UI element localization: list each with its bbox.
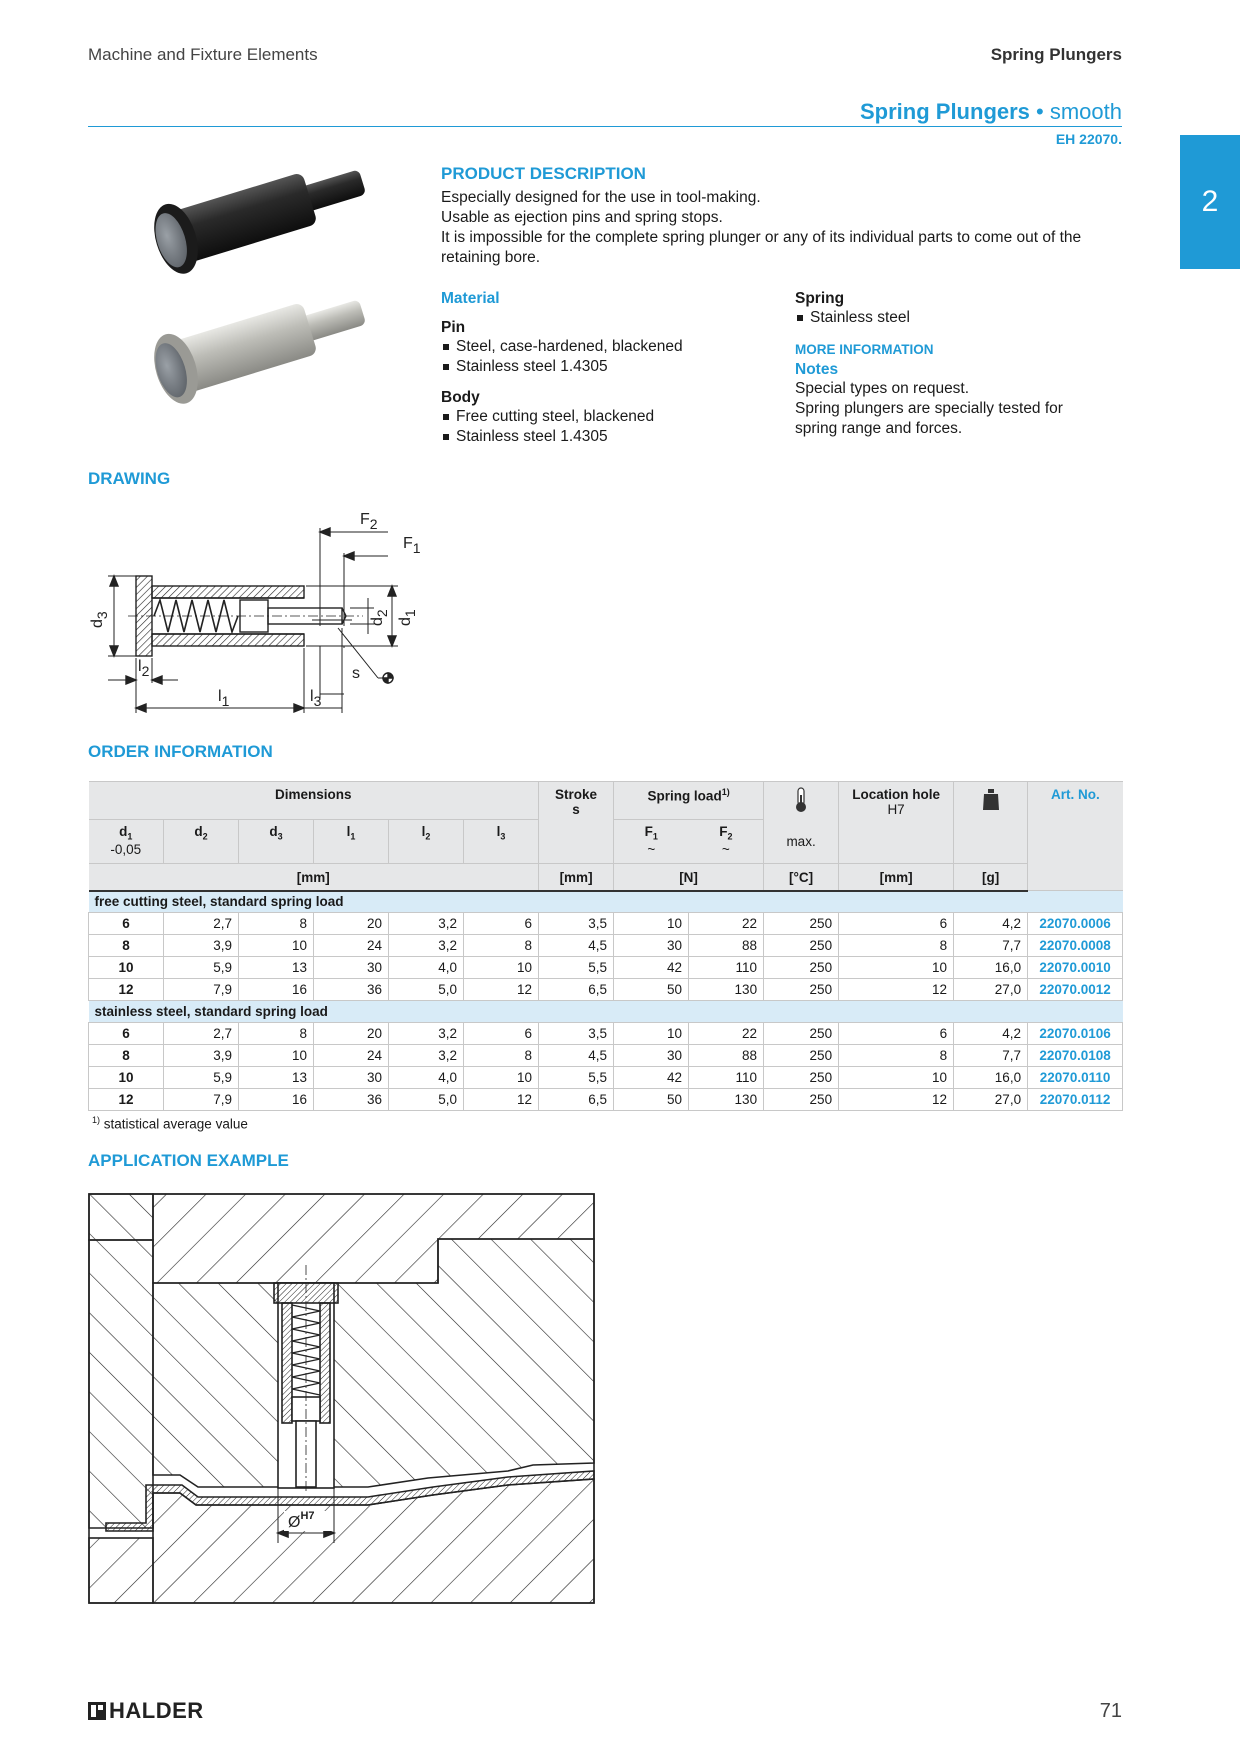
material-heading: Material: [441, 290, 500, 307]
pin-item: Steel, case-hardened, blackened: [441, 337, 771, 357]
table-cell: 10: [614, 1023, 689, 1045]
table-cell: 2,7: [164, 913, 239, 935]
l3-header: $l_3$: [464, 820, 539, 864]
weight-header: [954, 782, 1028, 864]
table-cell: 88: [689, 1045, 764, 1067]
pin-item: Stainless steel 1.4305: [441, 357, 771, 377]
table-cell: 50: [614, 1089, 689, 1111]
footnote: $^{1)}$ statistical average value: [92, 1115, 248, 1132]
table-cell: 30: [314, 957, 389, 979]
article-number[interactable]: 22070.0110: [1028, 1067, 1123, 1089]
table-cell: 4,0: [389, 1067, 464, 1089]
silver-plunger-image: [146, 277, 373, 409]
unit-mm: [mm]: [539, 864, 614, 891]
table-cell: 20: [314, 1023, 389, 1045]
table-cell: 6,5: [539, 1089, 614, 1111]
spring-label: Spring: [795, 290, 845, 307]
table-row: [89, 1023, 1123, 1045]
weight-icon: [982, 787, 1000, 811]
table-cell: 6: [89, 1023, 164, 1045]
F1-header: $F_1$ ~: [614, 820, 689, 864]
product-code: EH 22070.: [1055, 131, 1122, 147]
table-row: [89, 1045, 1123, 1067]
d3-header: $d_3$: [239, 820, 314, 864]
group-label: free cutting steel, standard spring load: [89, 891, 1123, 913]
table-cell: 250: [764, 935, 839, 957]
article-number[interactable]: 22070.0108: [1028, 1045, 1123, 1067]
unit-g: [g]: [954, 864, 1028, 891]
halder-logo: [88, 1698, 204, 1724]
table-cell: 10: [239, 935, 314, 957]
table-cell: 16: [239, 1089, 314, 1111]
table-cell: 250: [764, 913, 839, 935]
table-cell: 5,5: [539, 1067, 614, 1089]
table-cell: 7,7: [954, 1045, 1028, 1067]
header-left-title: Machine and Fixture Elements: [88, 45, 318, 64]
table-cell: 250: [764, 1045, 839, 1067]
table-row: [89, 1067, 1123, 1089]
label-d2: d2: [369, 609, 390, 626]
table-cell: 16,0: [954, 957, 1028, 979]
l2-header: $l_2$: [389, 820, 464, 864]
table-cell: 3,5: [539, 1023, 614, 1045]
bore-diameter-label: $Ø^{H7}$: [288, 1510, 315, 1531]
table-cell: 8: [239, 1023, 314, 1045]
label-d1: d1: [397, 609, 418, 626]
article-number[interactable]: 22070.0106: [1028, 1023, 1123, 1045]
d2-header: $d_2$: [164, 820, 239, 864]
table-cell: 110: [689, 1067, 764, 1089]
table-cell: 10: [464, 957, 539, 979]
table-cell: 10: [464, 1067, 539, 1089]
article-number[interactable]: 22070.0006: [1028, 913, 1123, 935]
unit-c: [°C]: [764, 864, 839, 891]
table-cell: 24: [314, 935, 389, 957]
table-cell: 12: [89, 979, 164, 1001]
title-rule: [88, 126, 1122, 127]
group-label: stainless steel, standard spring load: [89, 1001, 1123, 1023]
table-cell: 8: [239, 913, 314, 935]
application-example-heading: APPLICATION EXAMPLE: [88, 1151, 289, 1170]
table-cell: 8: [839, 1045, 954, 1067]
l1-header: $l_1$: [314, 820, 389, 864]
label-F1: F1: [403, 535, 421, 556]
table-cell: 12: [464, 979, 539, 1001]
table-cell: 4,5: [539, 1045, 614, 1067]
application-example-drawing: [88, 1193, 596, 1605]
table-cell: 10: [839, 1067, 954, 1089]
table-cell: 12: [89, 1089, 164, 1111]
table-cell: 3,2: [389, 1045, 464, 1067]
body-label: Body: [441, 389, 480, 406]
spring-item: Stainless steel: [795, 308, 1135, 328]
table-cell: 250: [764, 1089, 839, 1111]
table-cell: 10: [89, 1067, 164, 1089]
group-row: [89, 891, 1123, 913]
dimensions-header: Dimensions: [89, 782, 539, 820]
table-cell: 250: [764, 957, 839, 979]
table-cell: 130: [689, 979, 764, 1001]
body-item: Free cutting steel, blackened: [441, 407, 771, 427]
table-row: [89, 979, 1123, 1001]
notes-label: Notes: [795, 361, 839, 378]
table-cell: 12: [839, 1089, 954, 1111]
black-plunger-image: [146, 155, 373, 279]
location-hole-header: Location hole H7: [839, 782, 954, 864]
product-photo: [125, 155, 415, 445]
table-cell: 250: [764, 1023, 839, 1045]
material-block: [441, 290, 771, 447]
label-s: s: [352, 665, 360, 682]
drawing-heading: DRAWING: [88, 469, 171, 488]
article-number[interactable]: 22070.0112: [1028, 1089, 1123, 1111]
table-cell: 8: [89, 1045, 164, 1067]
table-cell: 6: [839, 913, 954, 935]
table-cell: 20: [314, 913, 389, 935]
table-cell: 27,0: [954, 979, 1028, 1001]
temperature-header: [764, 782, 839, 864]
table-cell: 6: [464, 1023, 539, 1045]
d1-header: $d_1$ -0,05: [89, 820, 164, 864]
table-cell: 8: [839, 935, 954, 957]
art-no-header: Art. No.: [1028, 782, 1123, 891]
more-info-heading: MORE INFORMATION: [795, 342, 934, 357]
table-cell: 3,5: [539, 913, 614, 935]
table-cell: 36: [314, 979, 389, 1001]
table-cell: 12: [464, 1089, 539, 1111]
table-cell: 5,0: [389, 1089, 464, 1111]
table-cell: 3,2: [389, 935, 464, 957]
table-cell: 16: [239, 979, 314, 1001]
table-cell: 6: [89, 913, 164, 935]
table-cell: 250: [764, 979, 839, 1001]
article-number[interactable]: 22070.0010: [1028, 957, 1123, 979]
label-l1: l1: [218, 688, 230, 709]
table-cell: 3,9: [164, 1045, 239, 1067]
table-cell: 10: [89, 957, 164, 979]
order-table-body: [89, 891, 1123, 1111]
pin-label: Pin: [441, 319, 466, 336]
article-number[interactable]: 22070.0008: [1028, 935, 1123, 957]
halder-logo-icon: [88, 1702, 106, 1720]
table-row: [89, 957, 1123, 979]
table-cell: 8: [89, 935, 164, 957]
spring-load-header: Spring load$^{1)}$: [614, 782, 764, 820]
label-l3: l3: [310, 688, 322, 709]
table-cell: 4,5: [539, 935, 614, 957]
table-cell: 7,7: [954, 935, 1028, 957]
product-description-text: [441, 188, 1131, 268]
technical-drawing: [88, 508, 458, 723]
table-cell: 10: [239, 1045, 314, 1067]
page-title: [860, 99, 1122, 125]
product-description-heading: PRODUCT DESCRIPTION: [441, 164, 646, 183]
table-cell: 42: [614, 957, 689, 979]
thermometer-icon: [794, 787, 808, 813]
table-cell: 36: [314, 1089, 389, 1111]
title-bold: Spring Plungers: [860, 99, 1030, 124]
unit-n: [N]: [614, 864, 764, 891]
table-cell: 8: [464, 1045, 539, 1067]
table-cell: 5,5: [539, 957, 614, 979]
order-table: [88, 781, 1123, 1111]
table-cell: 12: [839, 979, 954, 1001]
stroke-header: Stroke s: [539, 782, 614, 864]
table-cell: 5,0: [389, 979, 464, 1001]
table-cell: 3,2: [389, 913, 464, 935]
table-cell: 6: [839, 1023, 954, 1045]
notes-line: Special types on request.: [795, 380, 970, 397]
max-label: max.: [786, 834, 816, 849]
table-cell: 24: [314, 1045, 389, 1067]
table-cell: 4,2: [954, 913, 1028, 935]
table-cell: 10: [839, 957, 954, 979]
table-cell: 4,2: [954, 1023, 1028, 1045]
table-cell: 30: [614, 1045, 689, 1067]
table-cell: 10: [614, 913, 689, 935]
label-l2: l2: [138, 658, 150, 679]
table-cell: 8: [464, 935, 539, 957]
F2-header: $F_2$ ~: [689, 820, 764, 864]
table-row: [89, 935, 1123, 957]
label-F2: F2: [360, 511, 378, 532]
order-information-heading: ORDER INFORMATION: [88, 742, 273, 761]
table-cell: 5,9: [164, 957, 239, 979]
page-number: 71: [1099, 1700, 1122, 1722]
header-right-title: Spring Plungers: [990, 45, 1122, 64]
table-cell: 5,9: [164, 1067, 239, 1089]
table-cell: 30: [614, 935, 689, 957]
table-row: [89, 913, 1123, 935]
table-cell: 13: [239, 1067, 314, 1089]
table-cell: 250: [764, 1067, 839, 1089]
title-rest: • smooth: [1029, 99, 1122, 124]
table-cell: 3,9: [164, 935, 239, 957]
label-d3: d3: [89, 611, 110, 628]
unit-mm: [mm]: [89, 864, 539, 891]
table-cell: 7,9: [164, 979, 239, 1001]
table-cell: 30: [314, 1067, 389, 1089]
body-item: Stainless steel 1.4305: [441, 427, 771, 447]
description-line: Especially designed for the use in tool-making.: [441, 189, 761, 206]
table-row: [89, 1089, 1123, 1111]
group-row: [89, 1001, 1123, 1023]
description-line: It is impossible for the complete spring plunger or any of its individual parts to come out of the retaining bore.: [441, 229, 1082, 266]
table-cell: 50: [614, 979, 689, 1001]
chapter-tab: 2: [1180, 135, 1240, 269]
table-cell: 22: [689, 913, 764, 935]
article-number[interactable]: 22070.0012: [1028, 979, 1123, 1001]
table-cell: 27,0: [954, 1089, 1028, 1111]
table-cell: 6: [464, 913, 539, 935]
table-cell: 6,5: [539, 979, 614, 1001]
table-cell: 42: [614, 1067, 689, 1089]
table-cell: 13: [239, 957, 314, 979]
unit-mm: [mm]: [839, 864, 954, 891]
table-cell: 2,7: [164, 1023, 239, 1045]
description-line: Usable as ejection pins and spring stops.: [441, 209, 723, 226]
table-cell: 16,0: [954, 1067, 1028, 1089]
table-cell: 3,2: [389, 1023, 464, 1045]
spring-and-notes-block: [795, 290, 1135, 439]
brand-name: HALDER: [109, 1698, 204, 1723]
table-cell: 88: [689, 935, 764, 957]
table-cell: 7,9: [164, 1089, 239, 1111]
table-cell: 4,0: [389, 957, 464, 979]
table-cell: 130: [689, 1089, 764, 1111]
table-cell: 22: [689, 1023, 764, 1045]
notes-line: Spring plungers are specially tested for spring range and forces.: [795, 400, 1063, 437]
table-cell: 110: [689, 957, 764, 979]
